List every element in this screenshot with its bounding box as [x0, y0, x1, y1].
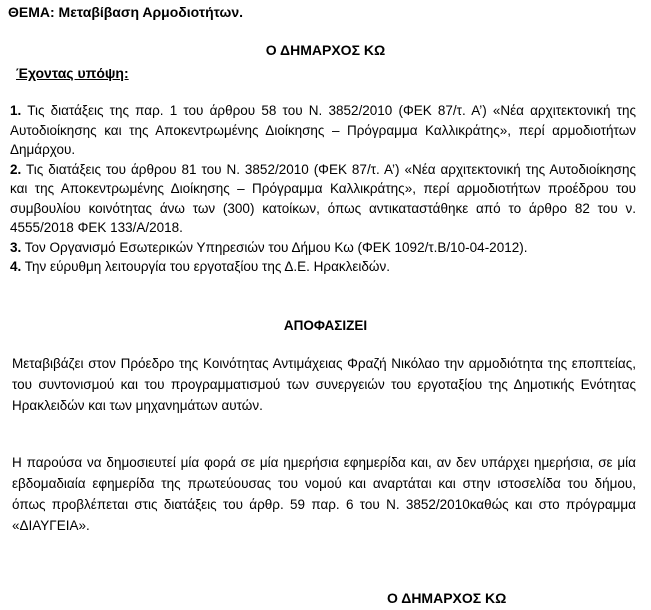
considering-heading: Έχοντας υπόψη: [16, 65, 129, 81]
considerations-list [10, 101, 636, 277]
item-number: 1. [10, 103, 22, 118]
consideration-item [10, 238, 636, 258]
mayor-heading: Ο ΔΗΜΑΡΧΟΣ ΚΩ [265, 42, 386, 58]
signature-block: Ο ΔΗΜΑΡΧΟΣ ΚΩ [387, 590, 507, 606]
item-number: 3. [10, 239, 22, 255]
item-text: Τις διατάξεις της παρ. 1 του άρθρου 58 του Ν. 3852/2010 (ΦΕΚ 87/τ. Α’) «Νέα αρχιτεκτονική της Αυτοδιοίκησης και της Αποκεντρωμένης Διοίκησης – Πρόγραμμα Καλλικράτης», περί αρμοδιοτήτων Δημάρχου. [10, 103, 636, 157]
decision-paragraph: Μεταβιβάζει στον Πρόεδρο της Κοινότητας Αντιμάχειας Φραζή Νικόλαο την αρμοδιότητα της εποπτείας, του συντονισμού και του προγραμματισμού των συνεργειών του εργοταξίου της Δημοτικής Ενότητας Ηρακλειδών και των μηχανημάτων αυτών. [12, 356, 636, 413]
publication-paragraph: Η παρούσα να δημοσιευτεί μία φορά σε μία ημερήσια εφημερίδα και, αν δεν υπάρχει ημερήσια, σε μία εβδομαδιαία εφημερίδα της πρωτεύουσας του νομού και αναρτάται και στην ιστοσελίδα του δήμου, όπως προβλέπεται στις διατάξεις του άρθρ. 59 παρ. 6 του Ν. 3852/2010καθώς και στο πρόγραμμα «ΔΙΑΥΓΕΙΑ». [12, 455, 636, 533]
item-text: Τις διατάξεις του άρθρου 81 του Ν. 3852/2010 (ΦΕΚ 87/τ. Α’) «Νέα αρχιτεκτονική της Αυτοδιοίκησης και της Αποκεντρωμένης Διοίκησης – Πρόγραμμα Καλλικράτης», περί αρμοδιοτήτων προέδρου του συμβουλίου κοινότητας άνω των (300) κατοίκων, όπως αντικαταστάθηκε από το άρθρο 82 του ν. 4555/2018 ΦΕΚ 133/Α/2018. [10, 161, 636, 235]
item-number: 4. [10, 259, 22, 274]
document-subject: ΘΕΜΑ: Μεταβίβαση Αρμοδιοτήτων. [8, 4, 243, 20]
consideration-item [10, 101, 636, 160]
item-text: Τον Οργανισμό Εσωτερικών Υπηρεσιών του Δήμου Κω (ΦΕΚ 1092/τ.Β/10-04-2012). [24, 239, 528, 255]
decides-heading: ΑΠΟΦΑΣΙΖΕΙ [283, 318, 368, 333]
item-number: 2. [10, 161, 22, 177]
consideration-item [10, 160, 636, 238]
item-text: Την εύρυθμη λειτουργία του εργοταξίου της Δ.Ε. Ηρακλειδών. [24, 259, 390, 274]
consideration-item [10, 257, 636, 277]
